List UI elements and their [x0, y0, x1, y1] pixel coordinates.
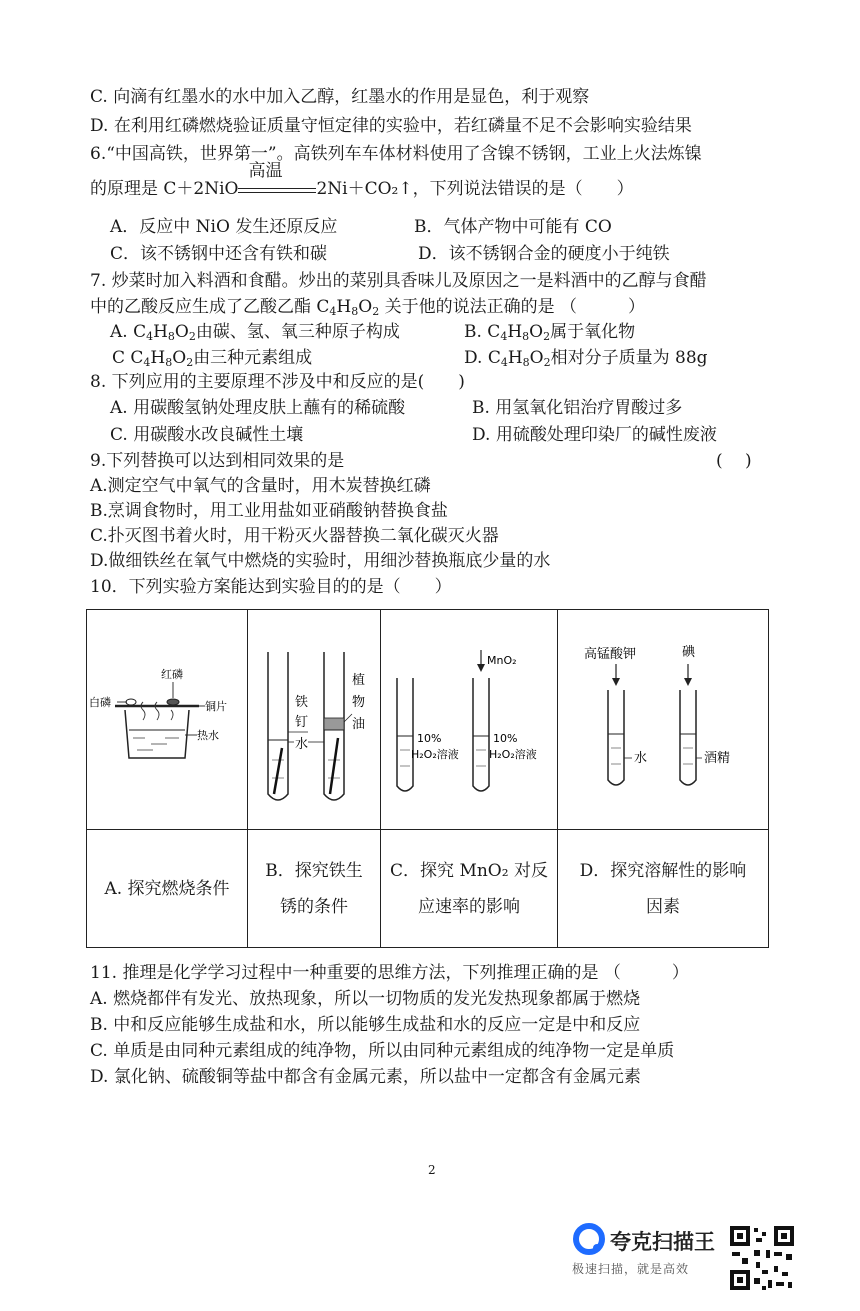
option-11b: B. 中和反应能够生成盐和水，所以能够生成盐和水的反应一定是中和反应: [90, 1015, 641, 1035]
option-6b: B．气体产物中可能有 CO: [414, 217, 612, 237]
label-alcohol: 酒精: [704, 751, 731, 766]
qr-code-icon: [728, 1224, 796, 1292]
option-11c: C. 单质是由同种元素组成的纯净物，所以由同种元素组成的纯净物一定是单质: [90, 1041, 675, 1061]
option-9d: D.做细铁丝在氧气中燃烧的实验时，用细沙替换瓶底少量的水: [90, 551, 551, 571]
caption-c: [381, 830, 558, 948]
option-6d: D．该不锈钢合金的硬度小于纯铁: [418, 244, 670, 264]
page-number: 2: [428, 1163, 436, 1177]
label-hot-water: 热水: [197, 729, 219, 742]
sub: 8: [351, 305, 359, 318]
combustion-apparatus-figure: [87, 610, 247, 816]
sub: 4: [329, 305, 337, 318]
label-iodine: 碘: [682, 645, 696, 660]
option-8b: B. 用氢氧化铝治疗胃酸过多: [472, 398, 683, 418]
formula-o: O: [174, 322, 189, 342]
option-6c: C．该不锈钢中还含有铁和碳: [110, 244, 328, 264]
question-10-stem: 10．下列实验方案能达到实验目的的是（ ）: [90, 577, 452, 597]
stem-text: 关于他的说法正确的是 （ ）: [379, 297, 645, 317]
caption-a: [87, 830, 248, 948]
formula-o: O: [172, 348, 187, 368]
option-5d: D. 在利用红磷燃烧验证质量守恒定律的实验中，若红磷量不足不会影响实验结果: [90, 116, 692, 136]
opt-text: 由三种元素组成: [193, 348, 313, 368]
opt-text: B. C: [464, 322, 501, 342]
formula-h: H: [336, 297, 352, 317]
opt-text: A. C: [110, 322, 147, 342]
caption-d-line2: 因素: [646, 896, 680, 917]
label-nail-2: 钉: [295, 715, 309, 730]
option-7a: [110, 321, 400, 343]
formula-h: H: [507, 322, 523, 342]
quark-logo-icon: [572, 1222, 606, 1256]
label-water: 水: [295, 737, 309, 752]
label-oil-1: 植: [352, 673, 366, 688]
sub: 4: [500, 356, 508, 369]
label-water-d: 水: [634, 751, 648, 766]
experiment-table: [86, 609, 769, 948]
sub: 8: [165, 356, 173, 369]
caption-b-line1: B．探究铁生: [265, 860, 363, 881]
sub: 4: [500, 330, 508, 343]
sub: 4: [143, 356, 151, 369]
stem-text: 中的乙酸反应生成了乙酸乙酯 C: [90, 297, 330, 317]
formula-o: O: [529, 322, 544, 342]
rusting-test-tubes-figure: [248, 610, 380, 816]
label-white-phosphorus: 白磷: [89, 696, 111, 709]
caption-a-text: A. 探究燃烧条件: [104, 878, 230, 899]
caption-b: [248, 830, 381, 948]
sub: 2: [543, 356, 551, 369]
question-6-stem: 6.“中国高铁，世界第一”。高铁列车车体材料使用了含镍不锈钢，工业上火法炼镍: [90, 144, 702, 164]
figure-d-cell: [558, 610, 769, 830]
solubility-test-tubes-figure: [558, 610, 768, 816]
question-6-equation: [90, 161, 634, 200]
sub: 4: [146, 330, 154, 343]
sub: 8: [522, 330, 530, 343]
question-7-stem-2: [90, 296, 645, 318]
label-oil-2: 物: [352, 695, 366, 710]
opt-text: D. C: [464, 348, 501, 368]
equation-right: 2Ni＋CO₂↑，下列说法错误的是（ ）: [316, 179, 634, 199]
opt-text: C C: [112, 348, 144, 368]
formula-o: O: [529, 348, 544, 368]
label-nail-1: 铁: [295, 695, 309, 710]
sub: 2: [372, 305, 380, 318]
formula-h: H: [507, 348, 523, 368]
option-8c: C. 用碳酸水改良碱性土壤: [110, 425, 304, 445]
formula-o: O: [358, 297, 373, 317]
caption-d: [558, 830, 769, 948]
label-solution-2: H₂O₂溶液: [489, 748, 537, 761]
option-6a: A．反应中 NiO 发生还原反应: [110, 217, 338, 237]
question-9-paren: ( ): [716, 451, 752, 471]
figure-c-cell: [381, 610, 558, 830]
figure-a-cell: [87, 610, 248, 830]
label-copper-sheet: 铜片: [205, 700, 227, 713]
label-conc-1: 10%: [417, 732, 442, 745]
reaction-condition: 高温: [248, 161, 283, 181]
mno2-test-tubes-figure: [381, 610, 557, 816]
option-11d: D. 氯化钠、硫酸铜等盐中都含有金属元素，所以盐中一定都含有金属元素: [90, 1067, 641, 1087]
opt-text: 相对分子质量为 88g: [550, 348, 708, 368]
question-7-stem: 7. 炒菜时加入料酒和食醋。炒出的菜别具香味儿及原因之一是料酒中的乙醇与食醋: [90, 271, 707, 291]
label-solution-1: H₂O₂溶液: [411, 748, 459, 761]
option-7d: [464, 347, 708, 369]
option-9b: B.烹调食物时，用工业用盐如亚硝酸钠替换食盐: [90, 501, 448, 521]
option-9c: C.扑灭图书着火时，用干粉灭火器替换二氧化碳灭火器: [90, 526, 499, 546]
equation-left: 的原理是 C＋2NiO: [90, 179, 239, 199]
label-oil-3: 油: [352, 717, 366, 732]
caption-d-line1: D．探究溶解性的影响: [579, 860, 747, 881]
caption-b-line2: 锈的条件: [280, 896, 348, 917]
label-red-phosphorus: 红磷: [161, 668, 183, 681]
brand-slogan: 极速扫描，就是高效: [572, 1262, 690, 1276]
reaction-arrow: [238, 161, 316, 200]
option-8d: D. 用硫酸处理印染厂的碱性废液: [472, 425, 717, 445]
option-5c: C. 向滴有红墨水的水中加入乙醇，红墨水的作用是显色，利于观察: [90, 87, 590, 107]
option-8a: A. 用碳酸氢钠处理皮肤上蘸有的稀硫酸: [110, 398, 406, 418]
caption-c-line1: C．探究 MnO₂ 对反: [390, 860, 548, 881]
caption-c-line2: 应速率的影响: [418, 896, 520, 917]
sub: 2: [188, 330, 196, 343]
sub: 8: [522, 356, 530, 369]
label-kmno4: 高锰酸钾: [584, 647, 637, 662]
sub: 2: [186, 356, 194, 369]
sub: 8: [167, 330, 175, 343]
option-7c: [112, 347, 312, 369]
opt-text: 属于氧化物: [550, 322, 636, 342]
sub: 2: [543, 330, 551, 343]
brand-name: 夸克扫描王: [610, 1230, 715, 1254]
label-conc-2: 10%: [493, 732, 518, 745]
question-11-stem: 11. 推理是化学学习过程中一种重要的思维方法，下列推理正确的是 （ ）: [90, 963, 689, 983]
question-8-stem: 8. 下列应用的主要原理不涉及中和反应的是( ): [90, 372, 465, 392]
option-7b: [464, 321, 635, 343]
option-9a: A.测定空气中氧气的含量时，用木炭替换红磷: [90, 476, 431, 496]
question-9-stem: 9.下列替换可以达到相同效果的是: [90, 451, 345, 471]
opt-text: 由碳、氢、氧三种原子构成: [195, 322, 400, 342]
option-11a: A. 燃烧都伴有发光、放热现象，所以一切物质的发光发热现象都属于燃烧: [90, 989, 641, 1009]
label-mno2: MnO₂: [487, 654, 517, 667]
formula-h: H: [153, 322, 168, 342]
formula-h: H: [150, 348, 166, 368]
figure-b-cell: [248, 610, 381, 830]
